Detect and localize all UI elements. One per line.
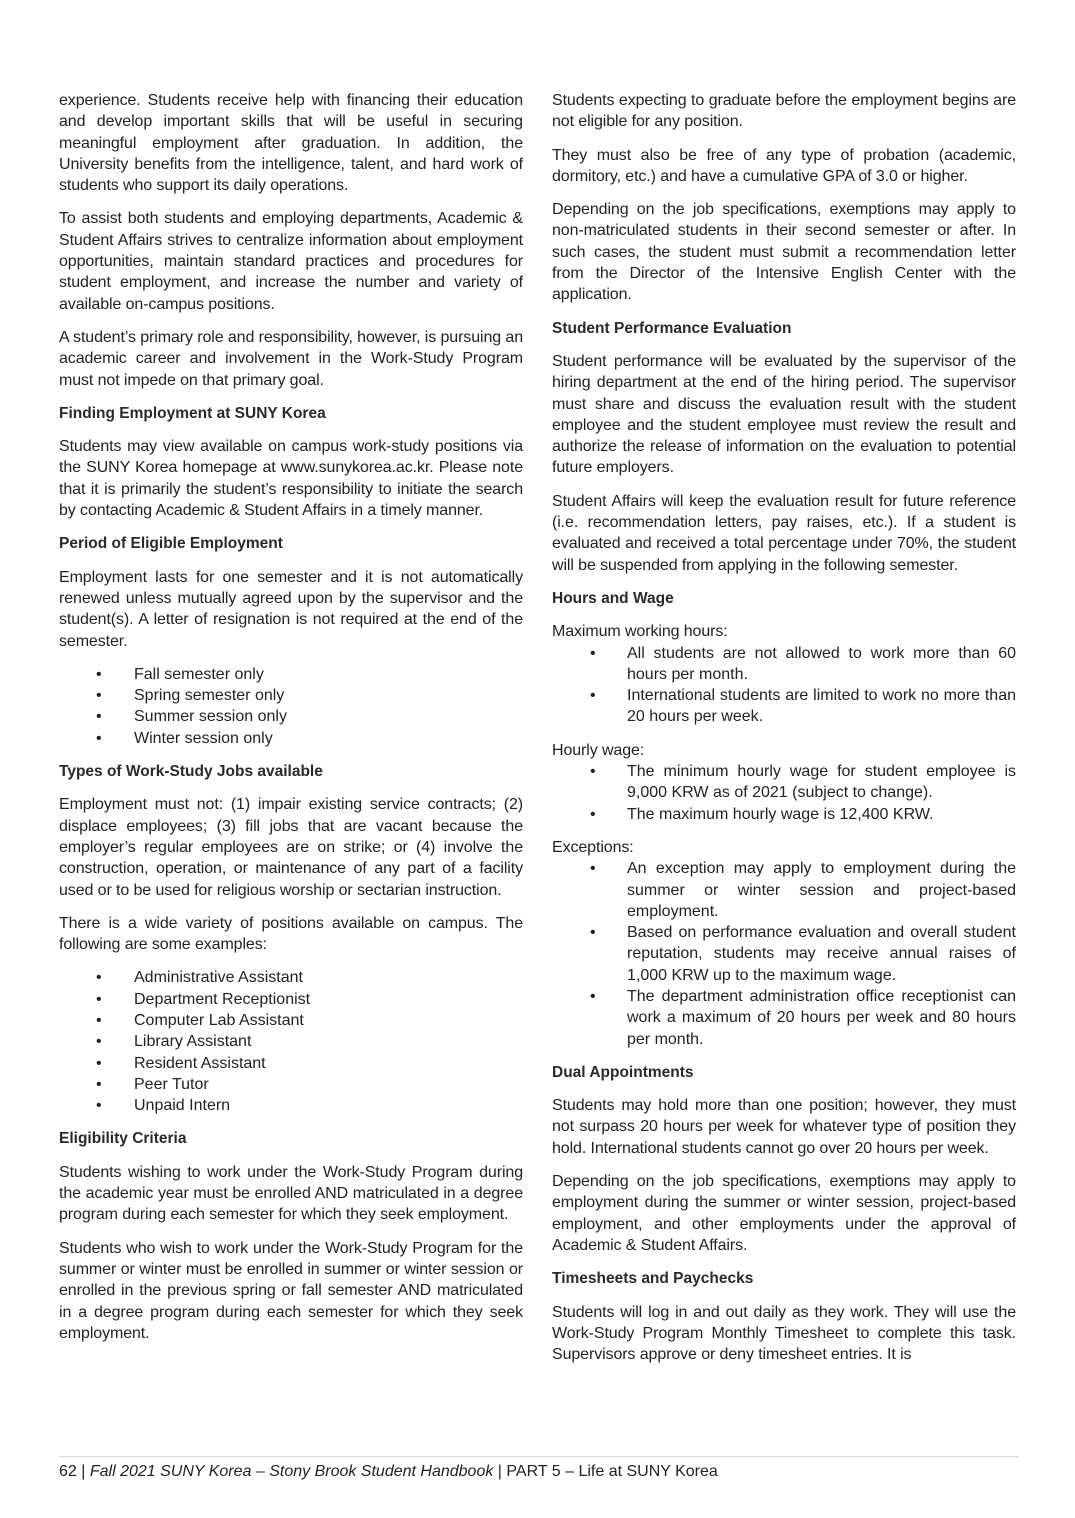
list-item: • International students are limited to work no more than 20 hours per week. (552, 685, 1016, 728)
list-item: • Peer Tutor (59, 1074, 523, 1095)
hours-label: Maximum working hours: (552, 623, 728, 641)
list-item: • Winter session only (59, 728, 523, 749)
heading-dual-appointments: Dual Appointments (552, 1063, 694, 1081)
intro-paragraph-2: To assist both students and employing departments, Academic & Student Affairs strives to centralize information about employment opportunities, maintain standard practices and procedures for student employment, and increase the number and variety of available on-campus positions. (59, 210, 523, 313)
job-types-paragraph-1: Employment must not: (1) impair existing service contracts; (2) displace employees; (3) fill jobs that are vacant because the employer’s regular employees are on strike; or (4) involve the construction, operation, or maintenance of any part of a facility used or to be used for religious worship or sectarian instruction. (59, 796, 523, 899)
period-list (59, 664, 523, 749)
wage-list (552, 761, 1016, 825)
performance-paragraph-1: Student performance will be evaluated by the supervisor of the hiring department at the end of the hiring period. The supervisor must share and discuss the evaluation result with the student employee and the student employee must review the result and authorize the release of information on the evaluation to potential future employers. (552, 352, 1016, 477)
job-types-paragraph-2: There is a wide variety of positions available on campus. The following are some examples: (59, 914, 523, 954)
footer-divider (59, 1456, 1019, 1457)
finding-employment-paragraph: Students may view available on campus work-study positions via the SUNY Korea homepage at www.sunykorea.ac.kr. Please note that it is primarily the student’s responsibility to initiate the search by contacting Academic & Student Affairs in a timely manner. (59, 438, 523, 520)
exceptions-list (552, 858, 1016, 1050)
period-paragraph: Employment lasts for one semester and it is not automatically renewed unless mutually agreed upon by the supervisor and the student(s). A letter of resignation is not required at the end of the semester. (59, 568, 523, 650)
dual-paragraph-2: Depending on the job specifications, exemptions may apply to employment during the summer or winter session, project-based employment, and other employments under the approval of Academic & Student Affairs. (552, 1173, 1016, 1254)
list-item: • Fall semester only (59, 664, 523, 685)
dual-paragraph-1: Students may hold more than one position; however, they must not surpass 20 hours per week for whatever type of position they hold. International students cannot go over 20 hours per week. (552, 1097, 1016, 1157)
exceptions-label: Exceptions: (552, 838, 634, 856)
heading-hours-wage: Hours and Wage (552, 589, 674, 607)
list-item: • Based on performance evaluation and overall student reputation, students may receive annual raises of 1,000 KRW up to the maximum wage. (552, 922, 1016, 986)
list-item: • An exception may apply to employment during the summer or winter session and project-based employment. (552, 858, 1016, 922)
right-column (552, 90, 1016, 1377)
eligibility-paragraph-4: They must also be free of any type of probation (academic, dormitory, etc.) and have a cumulative GPA of 3.0 or higher. (552, 146, 1016, 185)
list-item: • Unpaid Intern (59, 1095, 523, 1116)
list-item: • Spring semester only (59, 685, 523, 706)
intro-paragraph-3: A student’s primary role and responsibility, however, is pursuing an academic career and involvement in the Work-Study Program must not impede on that primary goal. (59, 328, 523, 389)
page-footer (59, 1461, 718, 1482)
left-column (59, 90, 523, 1356)
heading-period-eligible: Period of Eligible Employment (59, 535, 283, 553)
timesheets-paragraph: Students will log in and out daily as they work. They will use the Work-Study Program Monthly Timesheet to complete this task. Supervisors approve or deny timesheet entries. It is (552, 1303, 1016, 1364)
list-item: • Resident Assistant (59, 1053, 523, 1074)
page-number: 62 (59, 1463, 77, 1480)
list-item: • Administrative Assistant (59, 967, 523, 988)
eligibility-paragraph-5: Depending on the job specifications, exemptions may apply to non-matriculated students in their second semester or after. In such cases, the student must submit a recommendation letter from the Director of the Intensive English Center with the application. (552, 201, 1016, 304)
list-item: • All students are not allowed to work more than 60 hours per month. (552, 643, 1016, 686)
list-item: • Summer session only (59, 706, 523, 727)
list-item: • The minimum hourly wage for student employee is 9,000 KRW as of 2021 (subject to change). (552, 761, 1016, 804)
list-item: • Department Receptionist (59, 989, 523, 1010)
wage-label: Hourly wage: (552, 741, 645, 759)
eligibility-paragraph-3: Students expecting to graduate before the employment begins are not eligible for any position. (552, 92, 1016, 131)
list-item: • Computer Lab Assistant (59, 1010, 523, 1031)
performance-paragraph-2: Student Affairs will keep the evaluation result for future reference (i.e. recommendation letters, pay raises, etc.). If a student is evaluated and received a total percentage under 70%, the student will be suspended from applying in the following semester. (552, 492, 1016, 574)
heading-eligibility: Eligibility Criteria (59, 1130, 187, 1148)
heading-performance-evaluation: Student Performance Evaluation (552, 319, 792, 337)
eligibility-paragraph-2: Students who wish to work under the Work-Study Program for the summer or winter must be enrolled in summer or winter session or enrolled in the previous spring or fall semester AND matriculated in a degree program during each semester for which they seek employment. (59, 1239, 523, 1342)
heading-finding-employment: Finding Employment at SUNY Korea (59, 404, 326, 422)
handbook-title: Fall 2021 SUNY Korea – Stony Brook Student Handbook (89, 1463, 494, 1480)
intro-paragraph-1: experience. Students receive help with financing their education and develop important skills that will be useful in securing meaningful employment after graduation. In addition, the University benefits from the intelligence, talent, and hard work of students who support its daily operations. (59, 92, 523, 195)
section-title: PART 5 – Life at SUNY Korea (506, 1463, 718, 1480)
heading-timesheets: Timesheets and Paychecks (552, 1270, 754, 1288)
hours-list (552, 643, 1016, 728)
list-item: • The department administration office receptionist can work a maximum of 20 hours per week and 80 hours per month. (552, 986, 1016, 1050)
list-item: • Library Assistant (59, 1031, 523, 1052)
list-item: • The maximum hourly wage is 12,400 KRW. (552, 804, 1016, 825)
footer-separator: | (493, 1463, 507, 1480)
heading-job-types: Types of Work-Study Jobs available (59, 763, 323, 781)
footer-separator: | (76, 1463, 90, 1480)
eligibility-paragraph-1: Students wishing to work under the Work-Study Program during the academic year must be enrolled AND matriculated in a degree program during each semester for which they seek employment. (59, 1163, 523, 1224)
job-types-list (59, 967, 523, 1116)
